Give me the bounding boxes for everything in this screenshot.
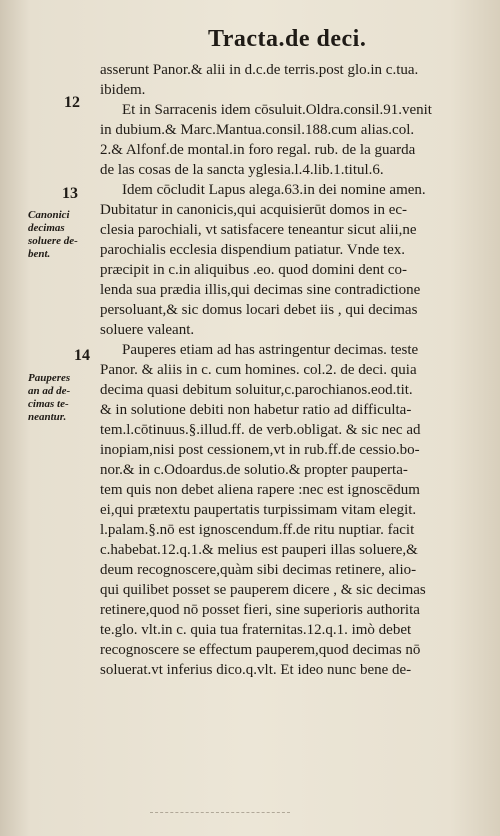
text-line: retinere,quod nō posset fieri, sine superioris authorita xyxy=(100,602,420,618)
text-line: præcipit in c.in aliquibus .eo. quod domini dent co- xyxy=(100,262,408,278)
running-head: Tracta.de deci. xyxy=(208,26,367,52)
margin-gloss-canonici xyxy=(28,209,96,261)
gloss-line: neantur. xyxy=(28,411,67,423)
text-line: ibidem. xyxy=(100,82,146,98)
text-line: Pauperes etiam ad has astringentur decimas. teste xyxy=(122,342,419,358)
text-line: de las cosas de la sancta yglesia.l.4.lib.1.titul.6. xyxy=(100,162,384,178)
text-line: Dubitatur in canonicis,qui acquisierūt domos in ec- xyxy=(100,202,408,218)
text-line: qui quilibet posset se pauperem dicere , & sic decimas xyxy=(100,582,426,598)
gloss-line: cimas te- xyxy=(28,398,69,410)
section-marker-13: 13 xyxy=(62,185,78,202)
text-line: nor.& in c.Odoardus.de solutio.& propter pauperta- xyxy=(100,462,408,478)
gloss-line: bent. xyxy=(28,248,51,260)
text-line: soluere valeant. xyxy=(100,322,195,338)
text-line: tem quis non debet aliena rapere :nec est ignoscēdum xyxy=(100,482,420,498)
text-line: 2.& Alfonf.de montal.in foro regal. rub. de la guarda xyxy=(100,142,416,158)
text-line: te.glo. vlt.in c. quia tua fraternitas.12.q.1. imò debet xyxy=(100,622,412,638)
section-marker-14: 14 xyxy=(74,347,90,364)
text-line: tem.l.cōtinuus.§.illud.ff. de verb.obligat. & sic nec ad xyxy=(100,422,421,438)
section-marker-12: 12 xyxy=(64,94,80,111)
body-text xyxy=(100,60,482,680)
gloss-line: an ad de- xyxy=(28,385,71,397)
gloss-line: decimas xyxy=(28,222,65,234)
text-line: & in solutione debiti non habetur ratio ad difficulta- xyxy=(100,402,412,418)
text-line: recognoscere se effectum pauperem,quod decimas nō xyxy=(100,642,421,658)
gloss-line: Canonici xyxy=(28,209,70,221)
text-line: ei,qui prætextu paupertatis turpissimam vitam elegit. xyxy=(100,502,417,518)
text-line: persoluant,& sic domus locari debet iis , qui decimas xyxy=(100,302,418,318)
text-line: inopiam,nisi post cessionem,vt in rub.ff.de cessio.bo- xyxy=(100,442,420,458)
text-line: asserunt Panor.& alii in d.c.de terris.post glo.in c.tua. xyxy=(100,62,419,78)
text-line: Panor. & aliis in c. cum homines. col.2. de deci. quia xyxy=(100,362,417,378)
text-line: Idem cōcludit Lapus alega.63.in dei nomine amen. xyxy=(122,182,426,198)
text-line: lenda sua prædia illis,qui decimas sine contradictione xyxy=(100,282,421,298)
gloss-line: Pauperes xyxy=(28,372,71,384)
text-line: c.habebat.12.q.1.& melius est pauperi illas soluere,& xyxy=(100,542,418,558)
text-line: soluerat.vt inferius dico.q.vlt. Et ideo nunc bene de- xyxy=(100,662,412,678)
text-line: clesia parochiali, vt satisfacere teneantur sicut alii,ne xyxy=(100,222,417,238)
gloss-line: soluere de- xyxy=(28,235,78,247)
pencil-mark xyxy=(150,810,290,813)
text-line: in dubium.& Marc.Mantua.consil.188.cum alias.col. xyxy=(100,122,415,138)
text-line: l.palam.§.nō est ignoscendum.ff.de ritu nuptiar. facit xyxy=(100,522,415,538)
margin-gloss-pauperes xyxy=(28,372,96,424)
text-line: decima quasi debitum soluitur,c.parochianos.eod.tit. xyxy=(100,382,413,398)
text-line: Et in Sarracenis idem cōsuluit.Oldra.consil.91.venit xyxy=(122,102,432,118)
text-line: parochialis ecclesia dispendium patiatur. Vnde tex. xyxy=(100,242,406,258)
text-line: deum recognoscere,quàm sibi decimas retinere, alio- xyxy=(100,562,417,578)
